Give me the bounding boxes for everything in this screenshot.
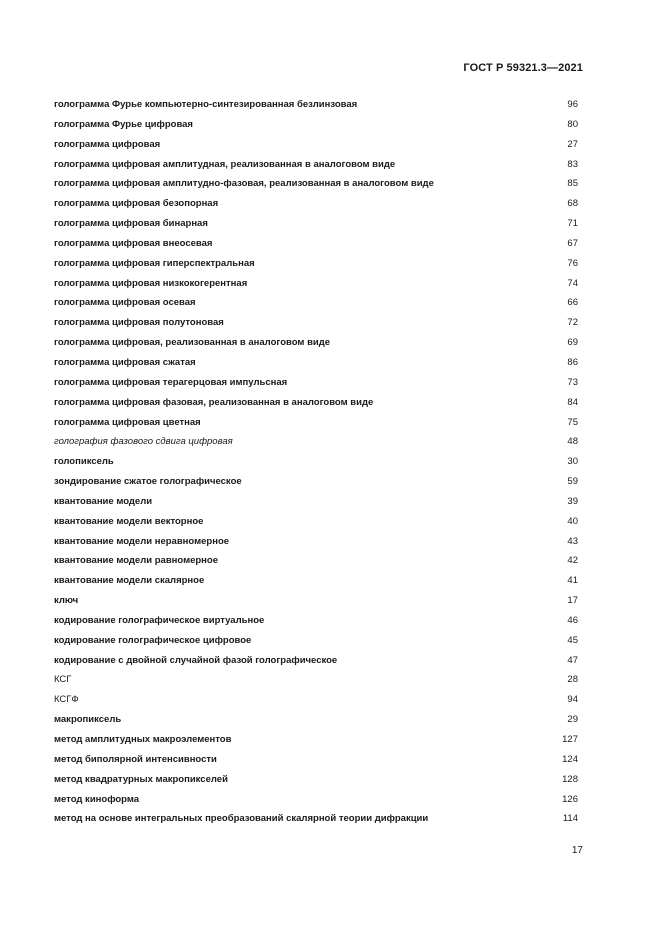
index-page-number: 45	[567, 634, 578, 646]
index-row	[54, 790, 578, 810]
index-row	[54, 492, 578, 512]
index-row	[54, 95, 578, 115]
index-row	[54, 472, 578, 492]
index-term: голограмма цифровая полутоновая	[54, 317, 224, 329]
index-row	[54, 413, 578, 433]
index-row	[54, 512, 578, 532]
index-row	[54, 730, 578, 750]
index-row	[54, 194, 578, 214]
index-term: голограмма цифровая цветная	[54, 416, 201, 428]
index-page-number: 43	[567, 535, 578, 547]
index-row	[54, 234, 578, 254]
index-row	[54, 313, 578, 333]
index-term: голограмма цифровая амплитудно-фазовая, реализованная в аналоговом виде	[54, 178, 434, 190]
index-term: голограмма цифровая, реализованная в аналоговом виде	[54, 337, 331, 349]
index-term: кодирование голографическое виртуальное	[54, 614, 265, 626]
index-term: метод биполярной интенсивности	[54, 753, 217, 765]
index-page-number: 59	[567, 476, 578, 488]
index-term: голограмма цифровая гиперспектральная	[54, 257, 255, 269]
index-term: голограмма цифровая амплитудная, реализованная в аналоговом виде	[54, 158, 396, 170]
index-page-number: 46	[567, 614, 578, 626]
index-term: КСГ	[54, 674, 72, 686]
index-row	[54, 432, 578, 452]
index-page-number: 85	[567, 178, 578, 190]
index-row	[54, 670, 578, 690]
index-term: голограмма цифровая внеосевая	[54, 237, 213, 249]
index-term: голограмма цифровая низкокогерентная	[54, 277, 248, 289]
index-page-number: 94	[567, 694, 578, 706]
index-term: метод амплитудных макроэлементов	[54, 734, 232, 745]
index-page-number: 84	[567, 396, 578, 408]
index-page-number: 74	[567, 277, 578, 289]
index-page-number: 75	[567, 416, 578, 428]
index-term: зондирование сжатое голографическое	[54, 476, 242, 488]
index-row	[54, 353, 578, 373]
index-row	[54, 115, 578, 135]
index-row	[54, 274, 578, 294]
index-row	[54, 155, 578, 175]
index-page-number: 72	[567, 317, 578, 329]
index-page-number: 41	[567, 575, 578, 587]
index-page-number: 66	[567, 297, 578, 309]
index-page-number: 28	[567, 674, 578, 686]
index-term: квантование модели равномерное	[54, 555, 219, 567]
index-term: голограмма цифровая фазовая, реализованная в аналоговом виде	[54, 396, 374, 408]
index-row	[54, 452, 578, 472]
index-row	[54, 770, 578, 790]
index-page-number: 68	[567, 198, 578, 210]
index-page-number: 69	[567, 337, 578, 349]
index-term: голограмма цифровая осевая	[54, 297, 196, 309]
index-page-number: 47	[567, 654, 578, 666]
index-row	[54, 591, 578, 611]
index-page-number: 86	[567, 356, 578, 368]
index-row	[54, 532, 578, 552]
page-number: 17	[571, 845, 583, 856]
index-term: голограмма цифровая	[54, 138, 161, 150]
index-term: голограмма цифровая бинарная	[54, 218, 208, 230]
index-term: голограмма цифровая сжатая	[54, 356, 196, 368]
index-term: голограмма цифровая терагерцовая импульсная	[54, 376, 288, 388]
index-row	[54, 571, 578, 591]
index-row	[54, 333, 578, 353]
index-term: голопиксель	[54, 456, 114, 468]
index-page-number: 76	[567, 257, 578, 269]
index-row	[54, 254, 578, 274]
index-row	[54, 135, 578, 155]
index-page-number: 126	[562, 793, 578, 805]
index-term: кодирование голографическое цифровое	[54, 634, 252, 646]
index-page-number: 73	[567, 376, 578, 388]
index-term: кодирование с двойной случайной фазой голографическое	[54, 654, 338, 666]
index-page-number: 40	[567, 515, 578, 527]
index-page-number: 48	[567, 436, 578, 448]
index-page-number: 83	[567, 158, 578, 170]
index-term: квантование модели	[54, 495, 153, 507]
index-page-number: 39	[567, 495, 578, 507]
index-row	[54, 651, 578, 671]
index-row	[54, 710, 578, 730]
index-term: метод на основе интегральных преобразований скалярной теории дифракции	[54, 813, 429, 825]
index-row	[54, 174, 578, 194]
index-row	[54, 393, 578, 413]
index-page-number: 124	[562, 753, 578, 765]
index-page-number: 67	[567, 237, 578, 249]
index-term: голограмма цифровая безопорная	[54, 198, 219, 210]
index-row	[54, 293, 578, 313]
index-page-number: 127	[562, 734, 578, 745]
index-page-number: 27	[567, 138, 578, 150]
document-header: ГОСТ Р 59321.3—2021	[463, 62, 583, 74]
index-term: квантование модели неравномерное	[54, 535, 230, 547]
index-term: макропиксель	[54, 714, 122, 726]
index-term: КСГФ	[54, 694, 79, 706]
term-index-list	[54, 95, 578, 829]
index-row	[54, 690, 578, 710]
index-page-number: 29	[567, 714, 578, 726]
index-term: квантование модели скалярное	[54, 575, 205, 587]
index-term: метод киноформа	[54, 793, 140, 805]
index-page-number: 30	[567, 456, 578, 468]
index-row	[54, 214, 578, 234]
index-term: квантование модели векторное	[54, 515, 204, 527]
index-row	[54, 611, 578, 631]
index-row	[54, 373, 578, 393]
index-page-number: 96	[567, 99, 578, 110]
index-term: голограмма Фурье цифровая	[54, 118, 193, 130]
index-term: метод квадратурных макропикселей	[54, 773, 228, 785]
index-term: голография фазового сдвига цифровая	[54, 436, 233, 448]
index-row	[54, 750, 578, 770]
index-page-number: 114	[562, 813, 578, 825]
index-page-number: 71	[567, 218, 578, 230]
index-page-number: 128	[562, 773, 578, 785]
index-page-number: 42	[567, 555, 578, 567]
index-row	[54, 809, 578, 829]
index-row	[54, 631, 578, 651]
index-page-number: 80	[567, 118, 578, 130]
index-page-number: 17	[567, 595, 578, 607]
index-term: ключ	[54, 595, 79, 607]
index-term: голограмма Фурье компьютерно-синтезированная безлинзовая	[54, 99, 358, 110]
index-row	[54, 551, 578, 571]
